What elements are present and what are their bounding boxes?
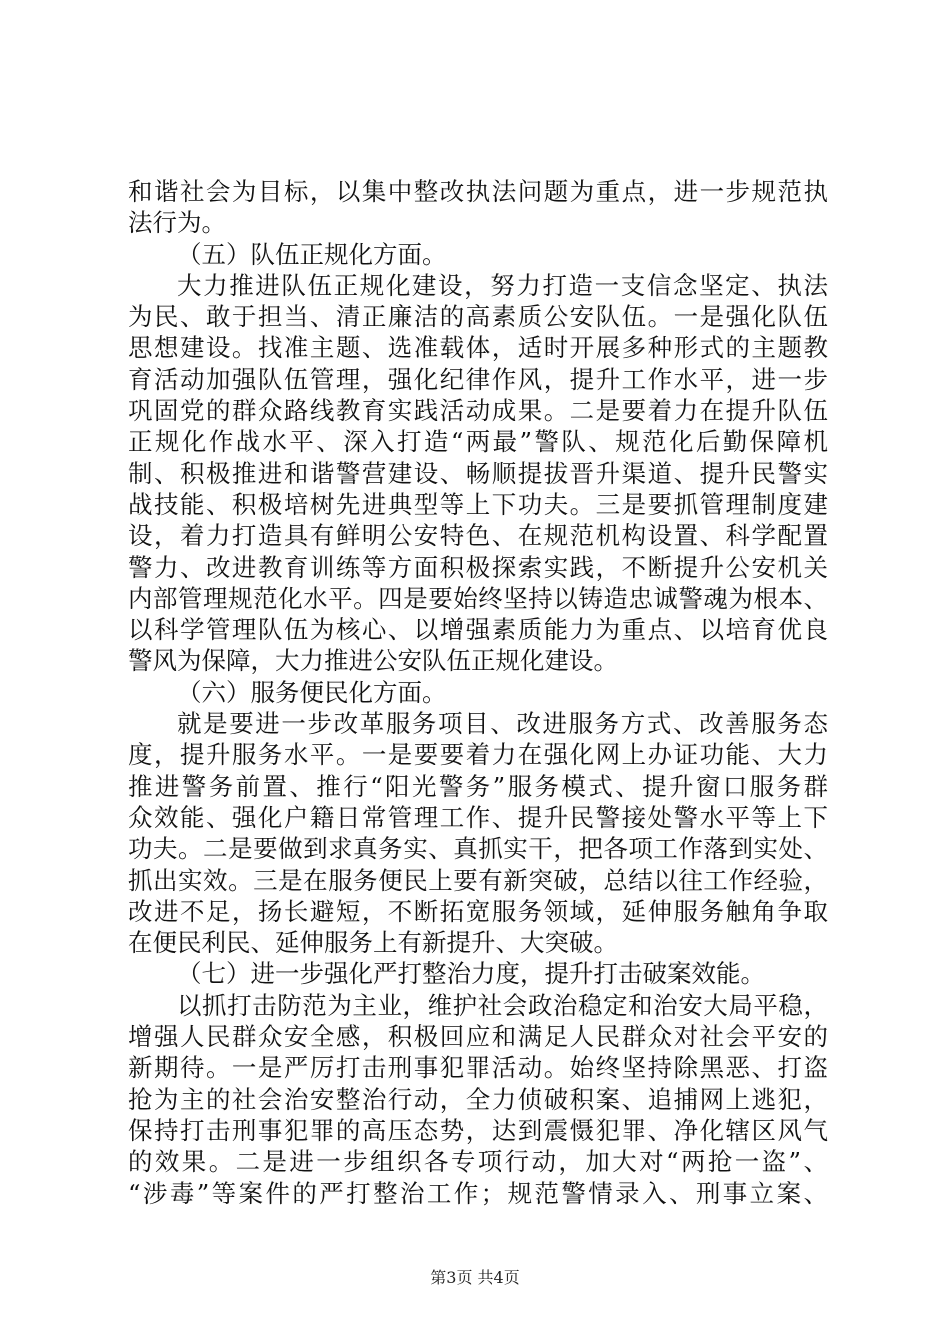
paragraph-line: 警风为保障，大力推进公安队伍正规化建设。 xyxy=(128,646,618,676)
paragraph-line: 新期待。一是严厉打击刑事犯罪活动。始终坚持除黑恶、打盗 xyxy=(128,1053,828,1083)
paragraph-line: “涉毒”等案件的严打整治工作；规范警情录入、刑事立案、 xyxy=(128,1178,828,1208)
paragraph-line: 的效果。二是进一步组织各专项行动，加大对“两抢一盗”、 xyxy=(128,1147,828,1177)
paragraph-line: 推进警务前置、推行“阳光警务”服务模式、提升窗口服务群 xyxy=(128,771,828,801)
paragraph-line: 就是要进一步改革服务项目、改进服务方式、改善服务态 xyxy=(177,709,828,739)
paragraph-line: 警力、改进教育训练等方面积极探索实践，不断提升公安机关 xyxy=(128,552,828,582)
paragraph-line: 以抓打击防范为主业，维护社会政治稳定和治安大局平稳， xyxy=(177,990,828,1020)
paragraph-line: （六）服务便民化方面。 xyxy=(177,677,447,707)
paragraph-line: 思想建设。找准主题、选准载体，适时开展多种形式的主题教 xyxy=(128,333,828,363)
paragraph-line: 以科学管理队伍为核心、以增强素质能力为重点、以培育优良 xyxy=(128,615,828,645)
paragraph-line: 功夫。二是要做到求真务实、真抓实干，把各项工作落到实处、 xyxy=(128,834,828,864)
paragraph-line: 改进不足，扬长避短，不断拓宽服务领域，延伸服务触角争取 xyxy=(128,896,828,926)
paragraph-line: 抓出实效。三是在服务便民上要有新突破，总结以往工作经验， xyxy=(128,865,828,895)
paragraph-line: 法行为。 xyxy=(128,208,226,238)
paragraph-line: 和谐社会为目标，以集中整改执法问题为重点，进一步规范执 xyxy=(128,177,828,206)
paragraph-line: 制、积极推进和谐警营建设、畅顺提拔晋升渠道、提升民警实 xyxy=(128,458,828,488)
paragraph-line: （五）队伍正规化方面。 xyxy=(177,239,447,269)
paragraph-line: 保持打击刑事犯罪的高压态势，达到震慑犯罪、净化辖区风气 xyxy=(128,1115,828,1145)
paragraph-line: 度，提升服务水平。一是要要着力在强化网上办证功能、大力 xyxy=(128,740,828,770)
paragraph-line: 内部管理规范化水平。四是要始终坚持以铸造忠诚警魂为根本、 xyxy=(128,583,828,613)
paragraph-line: 众效能、强化户籍日常管理工作、提升民警接处警水平等上下 xyxy=(128,802,828,832)
paragraph-line: 战技能、积极培树先进典型等上下功夫。三是要抓管理制度建 xyxy=(128,489,828,519)
paragraph-line: 增强人民群众安全感，积极回应和满足人民群众对社会平安的 xyxy=(128,1022,828,1052)
page-footer: 第3页 共4页 xyxy=(430,1268,520,1287)
paragraph-line: 巩固党的群众路线教育实践活动成果。二是要着力在提升队伍 xyxy=(128,396,828,426)
document-body xyxy=(128,176,828,1209)
paragraph-line: 在便民利民、延伸服务上有新提升、大突破。 xyxy=(128,928,618,958)
paragraph-line: 育活动加强队伍管理，强化纪律作风，提升工作水平，进一步 xyxy=(128,364,828,394)
paragraph-line: 为民、敢于担当、清正廉洁的高素质公安队伍。一是强化队伍 xyxy=(128,302,828,332)
paragraph-line: 抢为主的社会治安整治行动，全力侦破积案、追捕网上逃犯， xyxy=(128,1084,828,1114)
paragraph-line: （七）进一步强化严打整治力度，提升打击破案效能。 xyxy=(177,959,765,989)
paragraph-line: 设，着力打造具有鲜明公安特色、在规范机构设置、科学配置 xyxy=(128,521,828,551)
paragraph-line: 大力推进队伍正规化建设，努力打造一支信念坚定、执法 xyxy=(177,270,828,300)
paragraph-line: 正规化作战水平、深入打造“两最”警队、规范化后勤保障机 xyxy=(128,427,828,457)
